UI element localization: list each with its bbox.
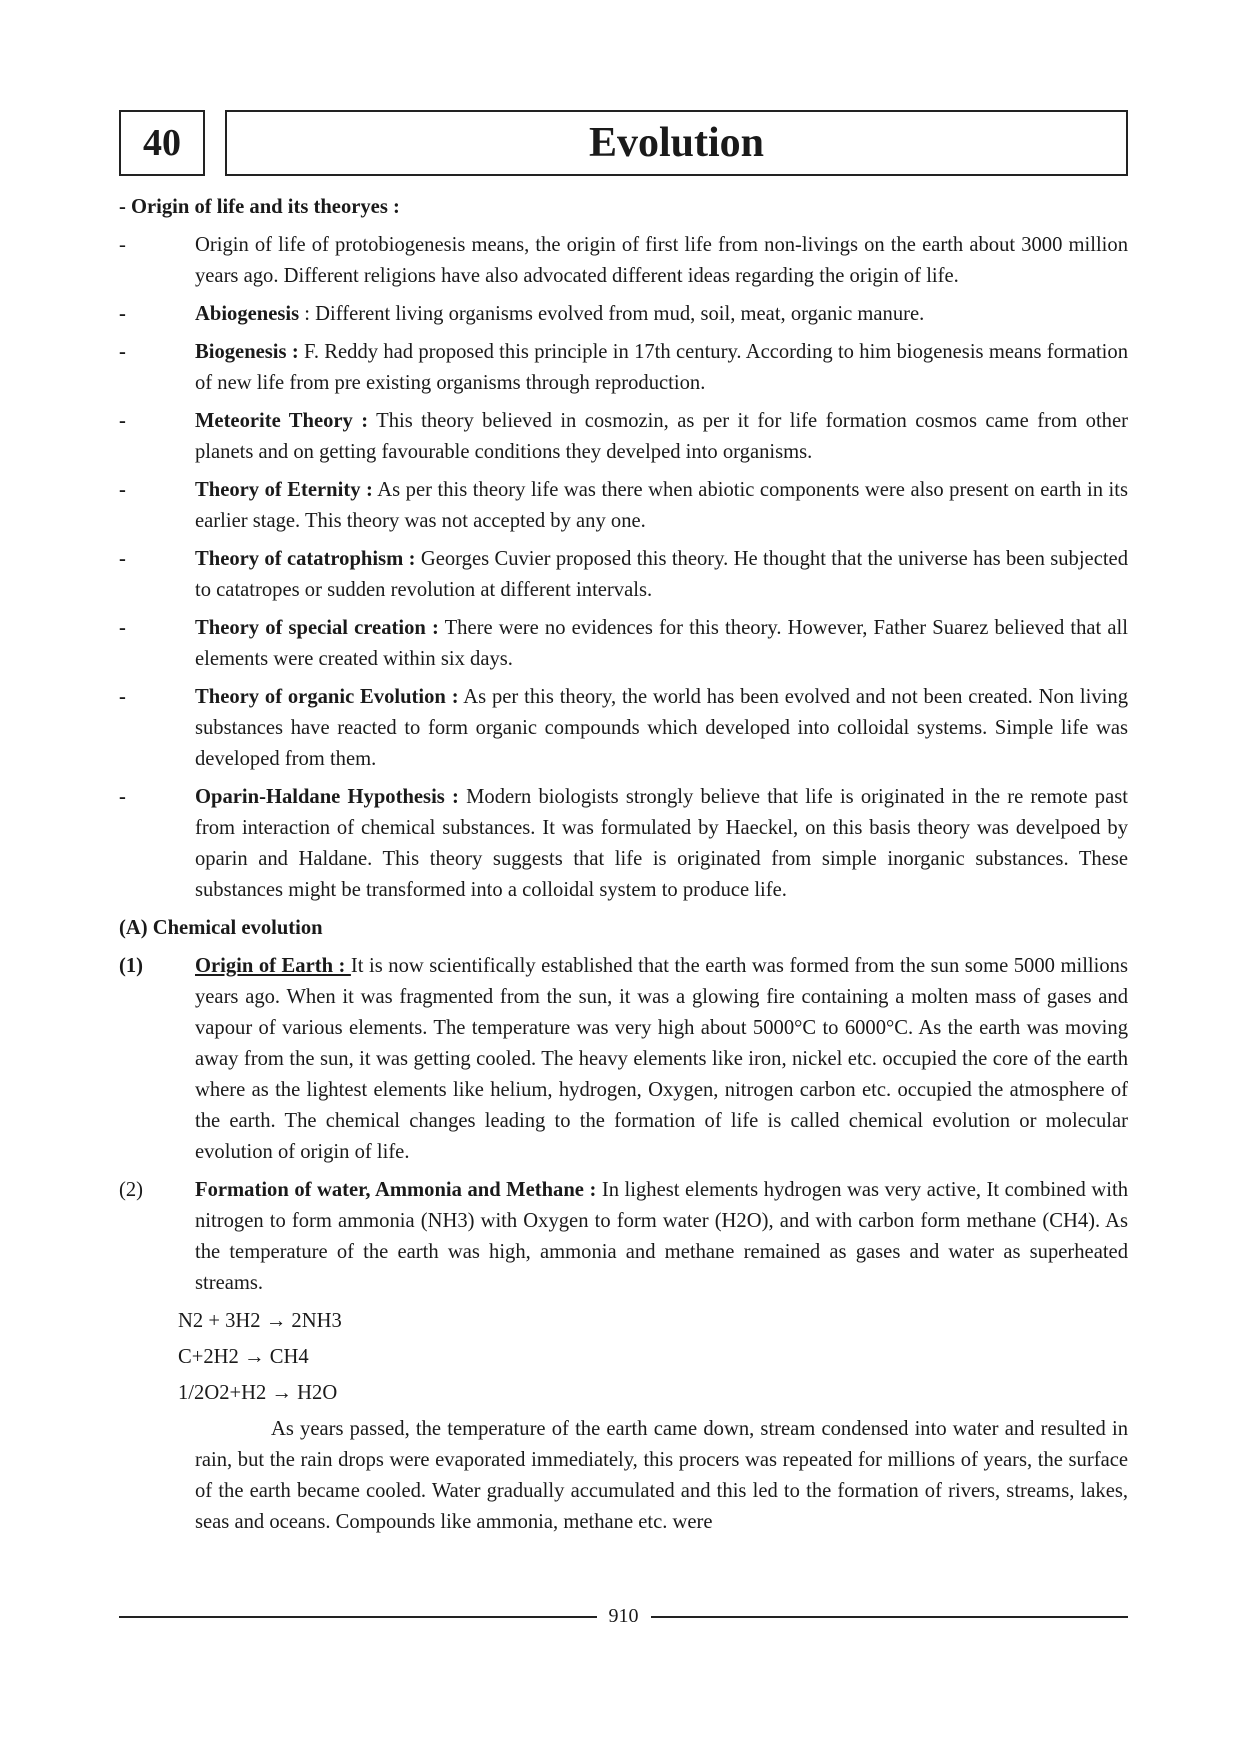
theory-text: As per this theory, the world has been evolved and not been created. Non living substances have reacted to form organic compounds which developed into colloidal systems. Simple life was developed from them. bbox=[195, 686, 1128, 770]
continuation-paragraph: As years passed, the temperature of the earth came down, stream condensed into water and resulted in rain, but the rain drops were evaporated immediately, this procers was repeated for millions of years, the surface of the earth became cooled. Water gradually accumulated and this led to the formation of rivers, streams, lakes, seas and oceans. Compounds like ammonia, methane etc. were bbox=[195, 1418, 1128, 1533]
bullet-dash: - bbox=[119, 410, 126, 432]
theory-item bbox=[119, 406, 1128, 468]
water-formation-item bbox=[119, 1175, 1128, 1299]
theory-term: Abiogenesis bbox=[195, 303, 300, 325]
theory-term: Biogenesis : bbox=[195, 341, 299, 363]
theory-term: Theory of special creation : bbox=[195, 617, 439, 639]
theory-text: Georges Cuvier proposed this theory. He thought that the universe has been subjected to catatropes or sudden revolution at different intervals. bbox=[195, 548, 1128, 601]
page-footer bbox=[119, 1605, 1128, 1628]
equation: 1/2O2+H2 → H2O bbox=[178, 1382, 338, 1404]
intro-paragraph bbox=[119, 230, 1128, 292]
origin-of-earth-item bbox=[119, 951, 1128, 1168]
bullet-dash: - bbox=[119, 341, 126, 363]
theory-text: This theory believed in cosmozin, as per it for life formation cosmos came from other planets and on getting favourable conditions they develped into organisms. bbox=[195, 410, 1128, 463]
theory-term: Theory of Eternity : bbox=[195, 479, 373, 501]
theory-item bbox=[119, 544, 1128, 606]
item-text: In lighest elements hydrogen was very active, It combined with nitrogen to form ammonia (NH3) with Oxygen to form water (H2O), and with carbon form methane (CH4). As the temperature of the earth was high, ammonia and methane remained as gases and water as superheated streams. bbox=[195, 1179, 1128, 1294]
chapter-number: 40 bbox=[119, 110, 205, 176]
page-number: 910 bbox=[608, 1605, 639, 1627]
item-number: (1) bbox=[119, 955, 144, 977]
theory-text: F. Reddy had proposed this principle in 17th century. According to him biogenesis means formation of new life from pre existing organisms through reproduction. bbox=[195, 341, 1128, 394]
bullet-dash: - bbox=[119, 617, 126, 639]
theory-term: Theory of catatrophism : bbox=[195, 548, 416, 570]
bullet-dash: - bbox=[119, 786, 126, 808]
theory-text: There were no evidences for this theory. However, Father Suarez believed that all elements were created within six days. bbox=[195, 617, 1128, 670]
bullet-dash: - bbox=[119, 686, 126, 708]
footer-rule-left bbox=[119, 1616, 597, 1618]
theory-text: As per this theory life was there when abiotic components were also present on earth in its earlier stage. This theory was not accepted by any one. bbox=[195, 479, 1128, 532]
item-term: Origin of Earth : bbox=[195, 955, 351, 977]
theory-item bbox=[119, 613, 1128, 675]
bullet-dash: - bbox=[119, 303, 126, 325]
page-content bbox=[119, 192, 1128, 1538]
intro-text: Origin of life of protobiogenesis means, the origin of first life from non-livings on the earth about 3000 million years ago. Different religions have also advocated different ideas regarding the origin of life. bbox=[195, 234, 1128, 287]
bullet-dash: - bbox=[119, 479, 126, 501]
bullet-dash: - bbox=[119, 548, 126, 570]
theory-text: : Different living organisms evolved from mud, soil, meat, organic manure. bbox=[299, 303, 925, 325]
theory-item bbox=[119, 782, 1128, 906]
chemical-evolution-heading: (A) Chemical evolution bbox=[119, 917, 323, 939]
chapter-title: Evolution bbox=[225, 110, 1128, 176]
bullet-dash: - bbox=[119, 234, 126, 256]
theory-item bbox=[119, 337, 1128, 399]
item-text: It is now scientifically established that the earth was formed from the sun some 5000 millions years ago. When it was fragmented from the sun, it was a glowing fire containing a molten mass of gases and vapour of various elements. The temperature was very high about 5000°C to 6000°C. As the earth was moving away from the sun, it was getting cooled. The heavy elements like iron, nickel etc. occupied the core of the earth where as the lightest elements like helium, hydrogen, Oxygen, nitrogen carbon etc. occupied the atmosphere of the earth. The chemical changes leading to the formation of life is called chemical evolution or molecular evolution of origin of life. bbox=[195, 955, 1128, 1163]
theory-term: Theory of organic Evolution : bbox=[195, 686, 459, 708]
theory-item bbox=[119, 475, 1128, 537]
theory-list bbox=[119, 299, 1128, 906]
theory-item bbox=[119, 682, 1128, 775]
theory-text: Modern biologists strongly believe that life is originated in the re remote past from interaction of chemical substances. It was formulated by Haeckel, on this basis theory was develpoed by oparin and Haldane. This theory suggests that life is originated from simple inorganic substances. These substances might be transformed into a colloidal system to produce life. bbox=[195, 786, 1128, 901]
footer-rule-right bbox=[651, 1616, 1129, 1618]
theory-term: Meteorite Theory : bbox=[195, 410, 369, 432]
theory-term: Oparin-Haldane Hypothesis : bbox=[195, 786, 459, 808]
section-heading: - Origin of life and its theoryes : bbox=[119, 196, 400, 218]
item-term: Formation of water, Ammonia and Methane : bbox=[195, 1179, 597, 1201]
equation: N2 + 3H2 → 2NH3 bbox=[178, 1310, 342, 1332]
equation: C+2H2 → CH4 bbox=[178, 1346, 309, 1368]
item-number: (2) bbox=[119, 1179, 144, 1201]
theory-item bbox=[119, 299, 1128, 330]
